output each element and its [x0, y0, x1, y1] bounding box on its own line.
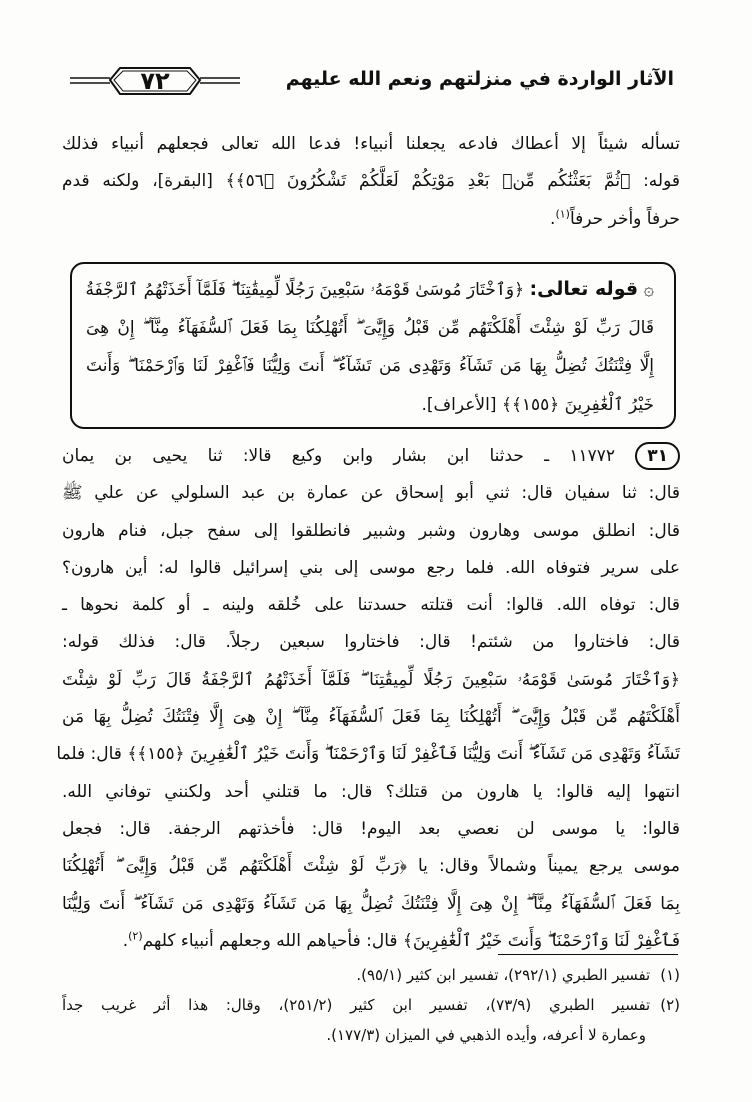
- verse-line: [86, 270, 654, 309]
- footnote-ref-1: (١): [555, 206, 570, 220]
- quran-verse-box: [70, 262, 676, 429]
- verse-text: ﴿وَٱخْتَارَ مُوسَىٰ قَوْمَهُۥ سَبْعِينَ رَجُلًا لِّمِيقَٰتِنَا ۖ فَلَمَّآ أَخَذَتْهُمُ ٱلرَّجْفَةُ: [85, 280, 525, 300]
- footnotes: [62, 960, 680, 1050]
- intro-paragraph: [62, 126, 680, 238]
- hadith-number-line: [62, 438, 680, 475]
- text-line: قال: فاختاروا من شئتم! قال: فاختاروا سبعين رجلاً. قال: فذلك قوله:: [62, 632, 680, 653]
- verse-line: خَيْرُ ٱلْغَٰفِرِينَ ﴿١٥٥﴾﴾ [الأعراف].: [421, 394, 654, 415]
- page-header: [70, 62, 674, 102]
- text-line: قالوا: يا موسى لن نعصي بعد اليوم! قال: فأخذتهم الرجفة. قال: فجعل: [62, 818, 680, 839]
- text-line: بِمَا فَعَلَ ٱلسُّفَهَآءُ مِنَّآ ۖ إِنْ هِىَ إِلَّا فِتْنَتُكَ تُضِلُّ بِهَا مَن تَشَآءُ وَتَهْدِى مَن تَشَآءُ ۖ أَنتَ وَلِيُّنَا: [62, 893, 680, 914]
- hadith-paragraph: [56, 438, 680, 960]
- footnote-1: [62, 960, 680, 990]
- sentence-end: .: [550, 208, 556, 229]
- text-line: قال: توفاه الله. قالوا: أنت قتلته حسدتنا على خُلقه ولينه ـ أو كلمة نحوها ـ: [62, 595, 680, 616]
- text-line: قال: انطلق موسى وهارون وشبر وشبير فانطلقوا إلى سفح جبل، فنام هارون: [62, 520, 680, 541]
- text-line: قال: ثنا سفيان قال: ثني أبو إسحاق عن عمارة بن عبد السلولي عن علي ﷺ: [62, 483, 680, 504]
- hadith-badge: ٣١: [635, 442, 680, 470]
- rub-el-hizb-icon: ۞: [643, 279, 654, 300]
- footnote-2-continued: وعمارة لا أعرفه، وأيده الذهبي في الميزان (١٧٧/٣).: [326, 1026, 646, 1044]
- page-number: ٧٢: [140, 67, 170, 95]
- text-line: [62, 201, 680, 238]
- text-line: تَشَآءُ وَتَهْدِى مَن تَشَآءُ ۖ أَنتَ وَلِيُّنَا فَٱغْفِرْ لَنَا وَٱرْحَمْنَا ۖ وَأَنتَ خَيْرُ ٱلْغَٰفِرِينَ ﴿١٥٥﴾﴾ قال: فلما: [56, 744, 680, 765]
- footnote-text: تفسير الطبري (٧٣/٩)، تفسير ابن كثير (٢٥١/٢)، وقال: هذا أثر غريب جداً: [62, 996, 651, 1014]
- running-title: الآثار الواردة في منزلتهم ونعم الله عليهم: [285, 68, 674, 90]
- text-line: تسأله شيئاً إلا أعطاك فادعه يجعلنا أنبياء! فدعا الله تعالى فجعلهم أنبياء فذلك: [62, 134, 680, 154]
- footnote-2: [62, 990, 680, 1020]
- text-line: قوله: ﴿ثُمَّ بَعَثْنَٰكُم مِّنۢ بَعْدِ مَوْتِكُمْ لَعَلَّكُمْ تَشْكُرُونَ ﴿٥٦﴾﴾ [البقرة]، ولكنه قدم: [62, 171, 681, 192]
- text-line: موسى يرجع يميناً وشمالاً وقال: يا ﴿رَبِّ لَوْ شِئْتَ أَهْلَكْتَهُم مِّن قَبْلُ وَإِيَّٰىَ ۖ أَتُهْلِكُنَا: [62, 856, 680, 877]
- hadith-number-text: ١١٧٧٢ ـ حدثنا ابن بشار وابن وكيع قالا: ثنا يحيى بن يمان: [62, 446, 615, 466]
- text-line-content: حرفاً وأخر حرفاً: [569, 208, 680, 229]
- footnote-number: (٢): [660, 996, 681, 1014]
- footnote-divider: [498, 954, 678, 955]
- verse-line: قَالَ رَبِّ لَوْ شِئْتَ أَهْلَكْتَهُم مِّن قَبْلُ وَإِيَّٰىَ ۖ أَتُهْلِكُنَا بِمَا فَعَلَ ٱلسُّفَهَآءُ مِنَّآ ۖ إِنْ هِىَ: [86, 317, 654, 338]
- sentence-end: .: [122, 930, 129, 951]
- verse-line: إِلَّا فِتْنَتُكَ تُضِلُّ بِهَا مَن تَشَآءُ وَتَهْدِى مَن تَشَآءُ ۖ أَنتَ وَلِيُّنَا فَٱغْفِرْ لَنَا وَٱرْحَمْنَا ۖ وَأَنتَ: [86, 356, 654, 376]
- footnote-text: تفسير الطبري (٢٩٢/١)، تفسير ابن كثير (٩٥/١).: [356, 966, 651, 984]
- text-line-content: فَٱغْفِرْ لَنَا وَٱرْحَمْنَا ۖ وَأَنتَ خَيْرُ ٱلْغَٰفِرِينَ﴾ قال: فأحياهم الله وجعلهم أنبياء كلهم: [142, 930, 680, 951]
- text-line: أَهْلَكْتَهُم مِّن قَبْلُ وَإِيَّٰىَ ۖ أَتُهْلِكُنَا بِمَا فَعَلَ ٱلسُّفَهَآءُ مِنَّآ ۖ إِنْ هِىَ إِلَّا فِتْنَتُكَ تُضِلُّ بِهَا مَن: [62, 707, 680, 728]
- page-number-ornament: [70, 62, 240, 102]
- footnote-ref-2: (٢): [128, 929, 143, 943]
- text-line: انتهوا إليه قالوا: يا هارون من قتلك؟ قال: ما قتلني أحد ولكنني توفاني الله.: [62, 781, 680, 802]
- footnote-number: (١): [660, 966, 680, 984]
- text-line: ﴿وَٱخْتَارَ مُوسَىٰ قَوْمَهُۥ سَبْعِينَ رَجُلًا لِّمِيقَٰتِنَا ۖ فَلَمَّآ أَخَذَتْهُمُ ٱلرَّجْفَةُ قَالَ رَبِّ لَوْ شِئْتَ: [62, 669, 680, 690]
- text-line: على سرير فتوفاه الله. فلما رجع موسى إلى بني إسرائيل قالوا له: أين هارون؟: [62, 557, 680, 578]
- verse-label: قوله تعالى:: [529, 278, 639, 300]
